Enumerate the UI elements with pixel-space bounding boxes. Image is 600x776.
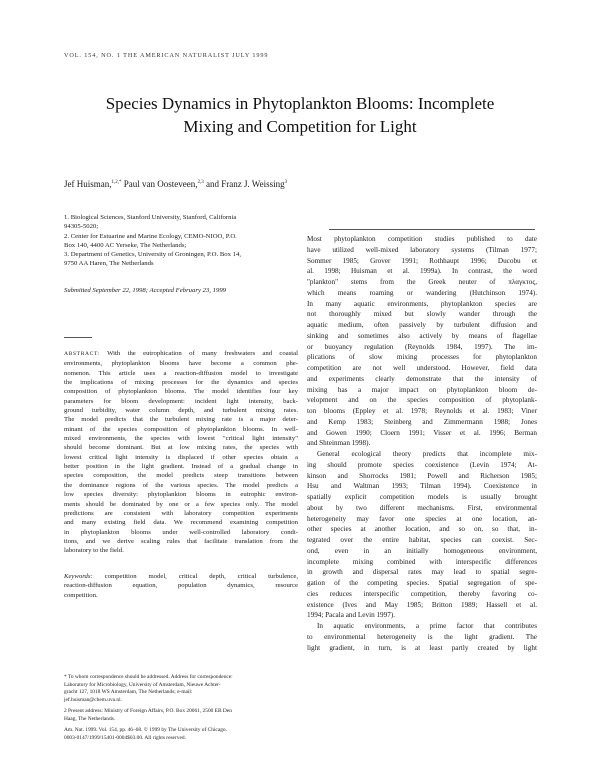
abstract-line: tions, and we derive scaling rules that facilitate translation from the	[64, 537, 298, 545]
keywords	[64, 572, 298, 600]
body-line: and Kemp 1983; Steinberg and Zimmermann 1988; Jones	[307, 417, 537, 426]
abstract-line: and many existing field data. We recommend examining competition	[64, 519, 298, 527]
affiliations	[64, 213, 296, 269]
body-line: about by two different mechanisms. First, environmental	[307, 503, 537, 512]
body-line: Most phytoplankton competition studies published to date	[307, 235, 537, 243]
abstract-line: With the eutrophication of many freshwaters and coastal	[99, 350, 298, 357]
title-line: Mixing and Competition for Light	[183, 117, 417, 136]
abstract-line: low species diversity: phytoplankton blooms in eutrophic environ-	[64, 491, 298, 499]
body-paragraph	[307, 621, 537, 653]
body-paragraph	[307, 449, 537, 621]
running-head: VOL. 154, NO. 1 THE AMERICAN NATURALIST JULY 1999	[64, 52, 269, 59]
body-line: Sommer 1985; Grover 1991; Rothhaupt 1996; Ducobu et	[307, 256, 537, 265]
body-line: velopment and on the species composition of phytoplank-	[307, 396, 537, 405]
article-title	[60, 92, 540, 138]
citation-line: Am. Nat. 1999. Vol. 154, pp. 46–68. © 1999 by The University of Chicago.	[64, 727, 227, 733]
body-line: competition are not well understood. However, field data	[307, 364, 537, 372]
body-line: In aquatic environments, a prime factor that contributes	[317, 622, 537, 630]
keywords-label: Keywords:	[64, 573, 93, 580]
abstract-line: The model predicts that the turbulent mixing rate is a major deter-	[64, 416, 298, 424]
affiliation-line: 94305-5020;	[64, 223, 99, 231]
body-line: sinking and sometimes also actively by means of flagellae	[307, 331, 537, 340]
keywords-line: reaction-diffusion equation, population dynamics, resource	[64, 582, 298, 590]
body-line: to environmental heterogeneity is the light gradient. The	[307, 632, 537, 641]
footnotes	[64, 674, 298, 742]
footnote-line: Haag, The Netherlands.	[64, 715, 116, 722]
footnote-line: gracht 127, 1018 WS Amsterdam, The Netherlands; e-mail:	[64, 689, 193, 695]
body-line: al. 1998; Huisman et al. 1999a). In contrast, the word	[307, 267, 537, 276]
body-line: mixing has a major impact on phytoplankton bloom de-	[307, 385, 537, 394]
footnote-line: 2 Present address: Ministry of Foreign Affairs, P.O. Box 20061, 2500 EB Den	[64, 708, 232, 714]
citation-line: 0003-0147/1999/15401-0004$03.00. All rights reserved.	[64, 734, 186, 741]
abstract-line: mixed environments, the species with lowest "critical light intensity"	[64, 435, 298, 443]
body-line: in growth and dispersal rates may lead to spatial segre-	[307, 568, 537, 577]
body-line: light gradient, in turn, is at least partly created by light	[307, 643, 537, 652]
footnote-line: * To whom correspondence should be addressed. Address for correspondence:	[64, 674, 233, 680]
body-line: incomplete mixing combined with interspecific differences	[307, 557, 537, 566]
abstract	[64, 349, 298, 556]
body-paragraph	[307, 234, 537, 449]
body-line: tegrated over the entire habitat, species can coexist. Sec-	[307, 536, 537, 544]
abstract-label: ABSTRACT:	[64, 351, 100, 357]
author-list: Jef Huisman,$^{1,2,*}$ Paul van Oosteveen,$^{2,3}$ and Franz J. Weissing$^3$	[64, 179, 288, 189]
body-line: aquatic medium, often passively by turbulent diffusion and	[307, 321, 537, 329]
abstract-line: nomenon. This article uses a reaction-diffusion model to investigate	[64, 369, 298, 377]
affiliation-line: Box 140, 4400 AC Yerseke, The Netherlands;	[64, 241, 187, 249]
body-line: not thoroughly mixed but slowly wander through the	[307, 310, 537, 319]
title-line: Species Dynamics in Phytoplankton Blooms: Incomplete	[105, 94, 495, 113]
body-line: In many aquatic environments, phytoplankton species are	[307, 299, 537, 308]
body-line: and experiments clearly demonstrate that the intensity of	[307, 374, 537, 383]
keywords-line: competition model, critical depth, critical turbulence,	[92, 573, 298, 580]
body-line: other species at another location, and so on, so that, in-	[307, 525, 537, 534]
body-line: ond, even in an initially homogeneous environment,	[307, 546, 537, 555]
affiliation-line: 2. Center for Estuarine and Marine Ecology, CEMO-NIOO, P.O.	[64, 232, 237, 240]
abstract-line: lowest critical light intensity is displaced if other species obtain a	[64, 453, 298, 461]
body-line: spatially explicit competition models is usually brought	[307, 493, 537, 501]
abstract-line: the implications of mixing processes for the dynamics and species	[64, 379, 298, 387]
abstract-line: species composition, the model predicts steep transitions between	[64, 472, 298, 480]
submission-dates: Submitted September 22, 1998; Accepted February 23, 1999	[64, 287, 227, 294]
body-text-column	[307, 234, 537, 653]
body-line: gation of the competing species. Spatial segregation of spe-	[307, 579, 537, 587]
body-line: or buoyancy regulation (Reynolds 1984, 1997). The im-	[307, 342, 537, 351]
footnote-line: Laboratory for Microbiology, University of Amsterdam, Nieuwe Achter-	[64, 681, 221, 688]
affiliation-line: 3. Department of Genetics, University of Groningen, P.O. Box 14,	[64, 251, 242, 259]
affiliation-line: 1. Biological Sciences, Stanford University, Stanford, California	[64, 214, 237, 221]
abstract-line: in phytoplankton blooms under well-controlled laboratory condi-	[64, 528, 298, 536]
column-divider	[329, 229, 535, 230]
body-line: Hsu and Waltman 1993; Tilman 1994). Coexistence in	[307, 482, 537, 491]
abstract-line: composition of phytoplankton blooms. The model identifies four key	[64, 388, 298, 396]
footnote-line: jef.huisman@chem.uva.nl.	[64, 696, 122, 703]
body-line: plications of slow mixing processes for phytoplankton	[307, 353, 537, 362]
body-line: "plankton" stems from the Greek neuter of πλαγκτος,	[307, 278, 537, 286]
keywords-line: competition.	[64, 591, 98, 599]
body-line: existence (Ives and May 1985; Britton 1989; Hassell et al.	[307, 600, 537, 609]
abstract-line: parameters for bloom development: incident light intensity, back-	[64, 397, 298, 405]
abstract-line: the dominance regions of the various species. The model predicts a	[64, 481, 298, 489]
body-line: ing should promote species coexistence (Levin 1974; At-	[307, 460, 537, 469]
affiliation-line: 9750 AA Haren, The Netherlands	[64, 260, 154, 268]
abstract-line: laboratory to the field.	[64, 547, 124, 555]
abstract-line: better position in the light gradient. Instead of a gradual change in	[64, 463, 298, 471]
body-line: heterogeneity may favor one species at one location, an-	[307, 514, 537, 523]
abstract-line: ground turbidity, water column depth, and turbulent mixing rates.	[64, 407, 298, 415]
body-line: kinson and Shorrocks 1981; Powell and Richerson 1985;	[307, 471, 537, 480]
abstract-line: ments should be dominated by one or a few species only. The model	[64, 500, 298, 508]
abstract-line: should become dominant. But at low mixing rates, the species with	[64, 444, 298, 452]
body-line: have utilized well-mixed laboratory systems (Tilman 1977;	[307, 245, 537, 254]
abstract-line: predictions are consistent with laboratory competition experiments	[64, 509, 298, 517]
body-line: 1994; Pacala and Levin 1997).	[307, 611, 396, 620]
body-line: cies reduces interspecific competition, thereby favoring co-	[307, 589, 537, 598]
body-line: which means roaming or wandering (Hutchinson 1974).	[307, 288, 537, 297]
body-line: and Gowen 1990; Cloern 1991; Visser et al. 1996; Berman	[307, 428, 537, 437]
abstract-line: minant of the species composition of phytoplankton blooms. In well-	[64, 425, 298, 433]
abstract-line: environments, phytoplankton blooms have become a common phe-	[64, 360, 298, 368]
abstract-divider	[64, 337, 92, 338]
body-line: General ecological theory predicts that incomplete mix-	[317, 450, 537, 458]
body-line: and Shteinman 1998).	[307, 439, 371, 448]
body-line: ton blooms (Eppley et al. 1978; Reynolds et al. 1983; Viner	[307, 407, 537, 415]
